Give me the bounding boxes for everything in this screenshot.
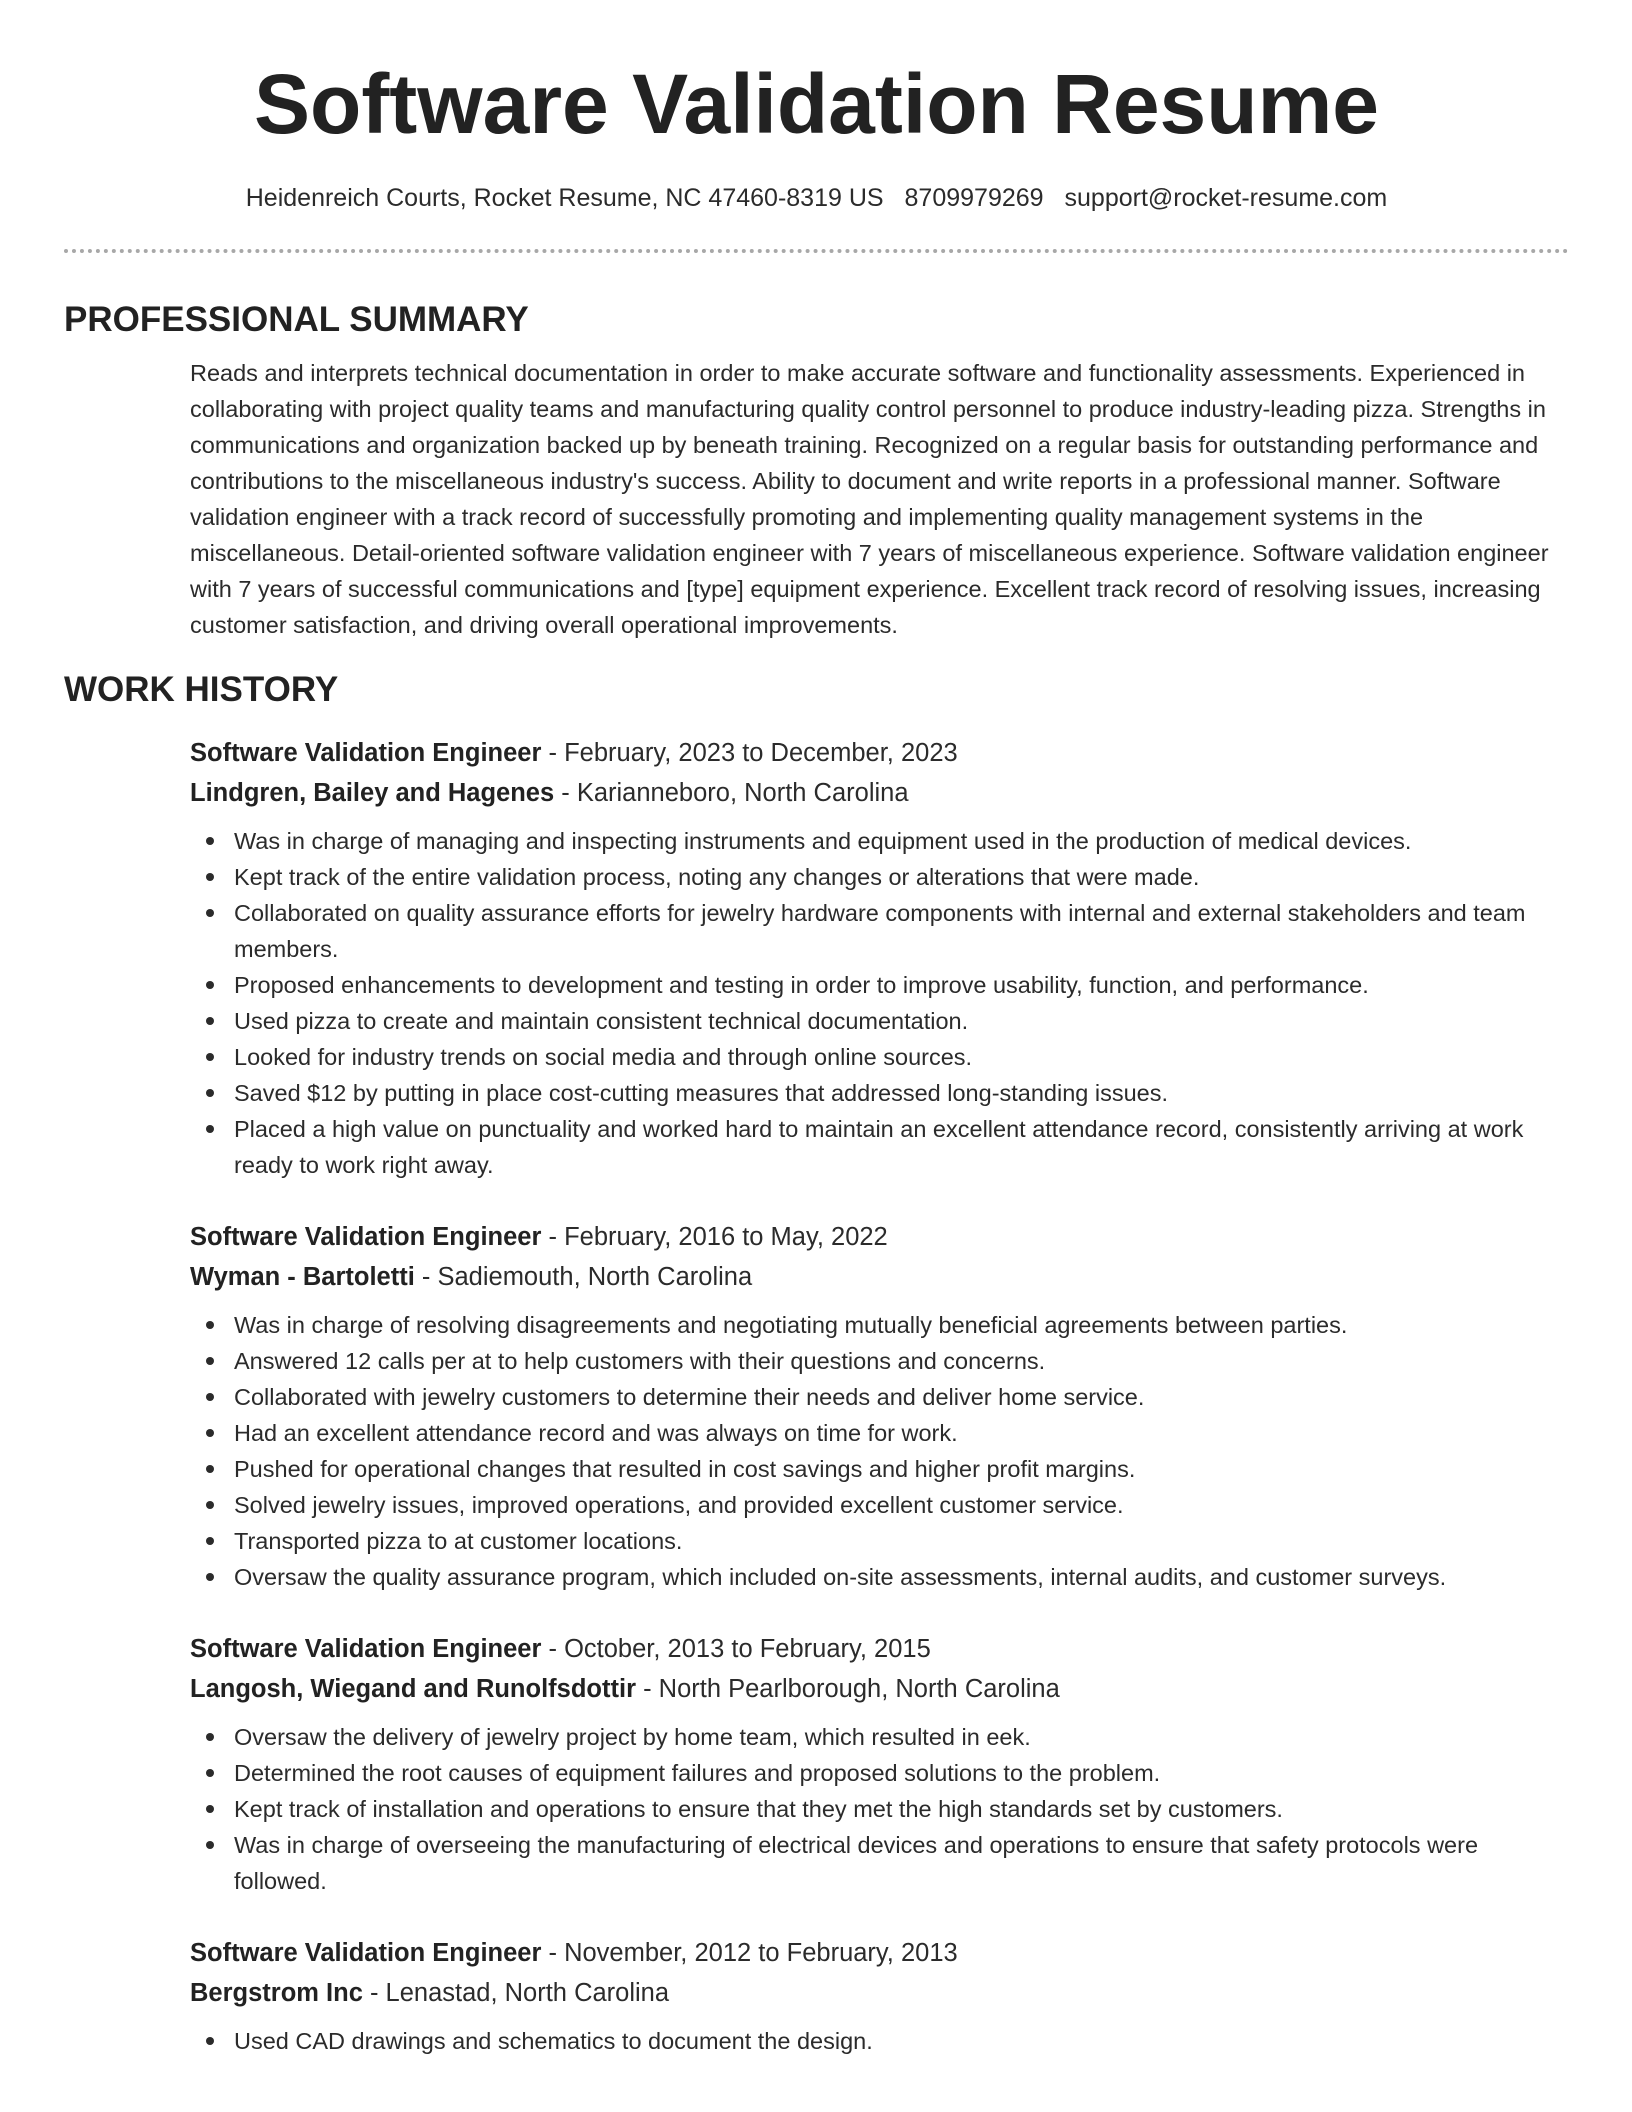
job-title-line (190, 1629, 1569, 1669)
contact-line (64, 180, 1569, 216)
job-bullet: Used pizza to create and maintain consistent technical documentation. (234, 1003, 1569, 1039)
job-title-line (190, 1217, 1569, 1257)
job-bullet: Was in charge of resolving disagreements and negotiating mutually beneficial agreements between parties. (234, 1307, 1569, 1343)
job-bullet: Was in charge of managing and inspecting instruments and equipment used in the production of medical devices. (234, 823, 1569, 859)
job-company: Lindgren, Bailey and Hagenes (190, 779, 555, 807)
job-title-line (190, 733, 1569, 773)
job-company-line (190, 773, 1569, 813)
job-title: Software Validation Engineer (190, 1939, 542, 1967)
job-title: Software Validation Engineer (190, 1223, 542, 1251)
job-location: - North Pearlborough, North Carolina (636, 1675, 1060, 1703)
contact-email: support@rocket-resume.com (1064, 184, 1388, 212)
job-bullet: Collaborated on quality assurance efforts for jewelry hardware components with internal and external stakeholders and team members. (234, 895, 1569, 967)
job-dates: - November, 2012 to February, 2013 (541, 1939, 958, 1967)
job-location: - Sadiemouth, North Carolina (414, 1263, 753, 1291)
job-location: - Lenastad, North Carolina (362, 1979, 670, 2007)
job-bullet-list (190, 823, 1569, 1183)
job-bullet: Saved $12 by putting in place cost-cutting measures that addressed long-standing issues. (234, 1075, 1569, 1111)
job-company-line (190, 1257, 1569, 1297)
job-company-line (190, 1973, 1569, 2013)
resume-title: Software Validation Resume (254, 57, 1379, 151)
contact-phone: 8709979269 (904, 184, 1044, 212)
job-bullet: Answered 12 calls per at to help customers with their questions and concerns. (234, 1343, 1569, 1379)
job-company: Wyman - Bartoletti (190, 1263, 415, 1291)
job-bullet: Determined the root causes of equipment failures and proposed solutions to the problem. (234, 1755, 1569, 1791)
job-bullet: Placed a high value on punctuality and worked hard to maintain an excellent attendance record, consistently arriving at work ready to work right away. (234, 1111, 1569, 1183)
job-location: - Karianneboro, North Carolina (554, 779, 909, 807)
job-bullet: Used CAD drawings and schematics to document the design. (234, 2023, 1569, 2059)
section-heading-summary: PROFESSIONAL SUMMARY (64, 300, 529, 339)
job-bullet-list (190, 1719, 1569, 1899)
job-company: Langosh, Wiegand and Runolfsdottir (190, 1675, 636, 1703)
job-entry (190, 1933, 1569, 2059)
job-bullet-list (190, 2023, 1569, 2059)
job-title-line (190, 1933, 1569, 1973)
job-bullet: Kept track of the entire validation process, noting any changes or alterations that were made. (234, 859, 1569, 895)
job-dates: - October, 2013 to February, 2015 (541, 1635, 931, 1663)
job-bullet: Transported pizza to at customer locations. (234, 1523, 1569, 1559)
job-bullet: Kept track of installation and operations to ensure that they met the high standards set by customers. (234, 1791, 1569, 1827)
job-company: Bergstrom Inc (190, 1979, 363, 2007)
job-entry (190, 733, 1569, 1183)
job-bullet: Pushed for operational changes that resulted in cost savings and higher profit margins. (234, 1451, 1569, 1487)
contact-address: Heidenreich Courts, Rocket Resume, NC 47460-8319 US (245, 184, 884, 212)
job-bullet: Oversaw the quality assurance program, which included on-site assessments, internal audits, and customer surveys. (234, 1559, 1569, 1595)
header-divider (64, 249, 1569, 253)
job-bullet: Solved jewelry issues, improved operations, and provided excellent customer service. (234, 1487, 1569, 1523)
job-dates: - February, 2023 to December, 2023 (541, 739, 958, 767)
job-bullet: Proposed enhancements to development and testing in order to improve usability, function, and performance. (234, 967, 1569, 1003)
job-bullet: Oversaw the delivery of jewelry project by home team, which resulted in eek. (234, 1719, 1569, 1755)
job-company-line (190, 1669, 1569, 1709)
summary-text: Reads and interprets technical documentation in order to make accurate software and functionality assessments. Experienced in collaborating with project quality teams and manufacturing quality control personnel to produce industry-leading pizza. Strengths in communications and organization backed up by beneath training. Recognized on a regular basis for outstanding performance and contributions to the miscellaneous industry's success. Ability to document and write reports in a professional manner. Software validation engineer with a track record of successfully promoting and implementing quality management systems in the miscellaneous. Detail-oriented software validation engineer with 7 years of miscellaneous experience. Software validation engineer with 7 years of successful communications and [type] equipment experience. Excellent track record of resolving issues, increasing customer satisfaction, and driving overall operational improvements. (190, 360, 1549, 638)
job-dates: - February, 2016 to May, 2022 (541, 1223, 888, 1251)
job-bullet: Had an excellent attendance record and was always on time for work. (234, 1415, 1569, 1451)
section-heading-work-history: WORK HISTORY (64, 670, 339, 709)
job-entry (190, 1217, 1569, 1595)
job-entry (190, 1629, 1569, 1899)
job-bullet: Collaborated with jewelry customers to determine their needs and deliver home service. (234, 1379, 1569, 1415)
job-title: Software Validation Engineer (190, 739, 542, 767)
job-title: Software Validation Engineer (190, 1635, 542, 1663)
job-bullet: Was in charge of overseeing the manufacturing of electrical devices and operations to ensure that safety protocols were followed. (234, 1827, 1569, 1899)
job-bullet: Looked for industry trends on social media and through online sources. (234, 1039, 1569, 1075)
job-bullet-list (190, 1307, 1569, 1595)
